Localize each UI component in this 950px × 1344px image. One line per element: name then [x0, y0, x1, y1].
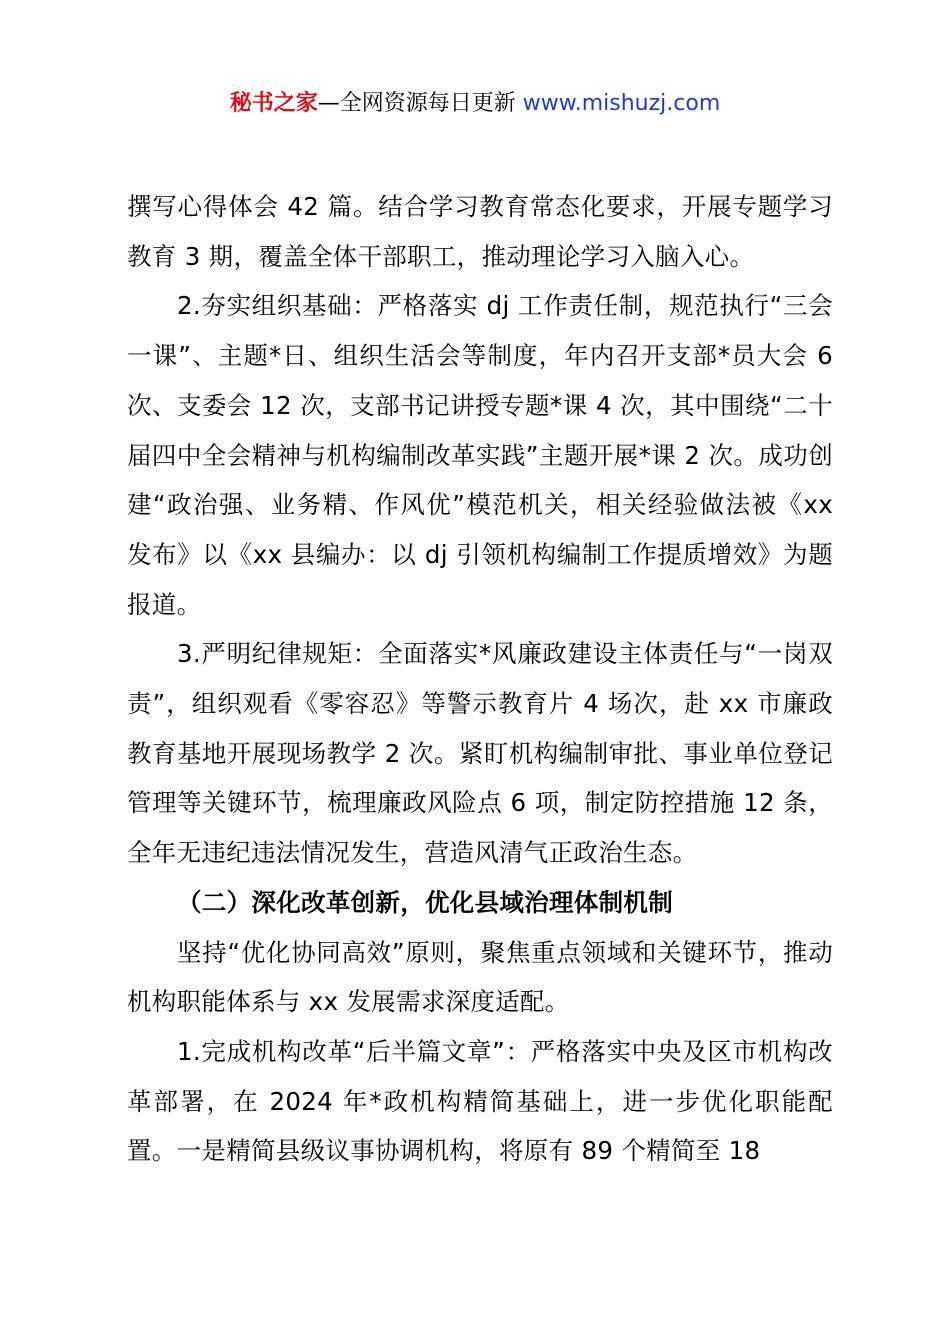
page-header — [0, 88, 950, 120]
section-heading: （二）深化改革创新，优化县域治理体制机制 — [177, 887, 673, 917]
paragraph-discipline: 3.严明纪律规矩：全面落实*风廉政建设主体责任与“一岗双责”，组织观看《零容忍》等警示教育片 4 场次，赴 xx 市廉政教育基地开展现场教学 2 次。紧盯机构编制审批、事业单位登记管理等关键环节，梳理廉政风险点 6 项，制定防控措施 12 条，全年无违纪违法情况发生，营造风清气正政治生态。 — [127, 639, 833, 868]
paragraph-reform: 1.完成机构改革“后半篇文章”：严格落实中央及区市机构改革部署，在 2024 年*政机构精简基础上，进一步优化职能配置。一是精简县级议事协调机构，将原有 89 个精简至 18 — [127, 1036, 833, 1166]
paragraph-organization: 2.夯实组织基础：严格落实 dj 工作责任制，规范执行“三会一课”、主题*日、组织生活会等制度，年内召开支部*员大会 6 次、支委会 12 次，支部书记讲授专题*课 4 次，其中围绕“二十届四中全会精神与机构编制改革实践”主题开展*课 2 次。成功创建“政治强、业务精、作风优”模范机关，相关经验做法被《xx 发布》以《xx 县编办：以 dj 引领机构编制工作提质增效》为题报道。 — [127, 291, 833, 619]
paragraph-principle: 坚持“优化协同高效”原则，聚焦重点领域和关键环节，推动机构职能体系与 xx 发展需求深度适配。 — [127, 937, 833, 1017]
header-slogan: —全网资源每日更新 — [317, 91, 523, 116]
header-brand: 秘书之家 — [229, 91, 318, 116]
paragraph-continuation: 撰写心得体会 42 篇。结合学习教育常态化要求，开展专题学习教育 3 期，覆盖全体干部职工，推动理论学习入脑入心。 — [127, 192, 833, 271]
document-body — [127, 182, 833, 1176]
header-url-link[interactable]: www.mishuzj.com — [522, 91, 721, 116]
